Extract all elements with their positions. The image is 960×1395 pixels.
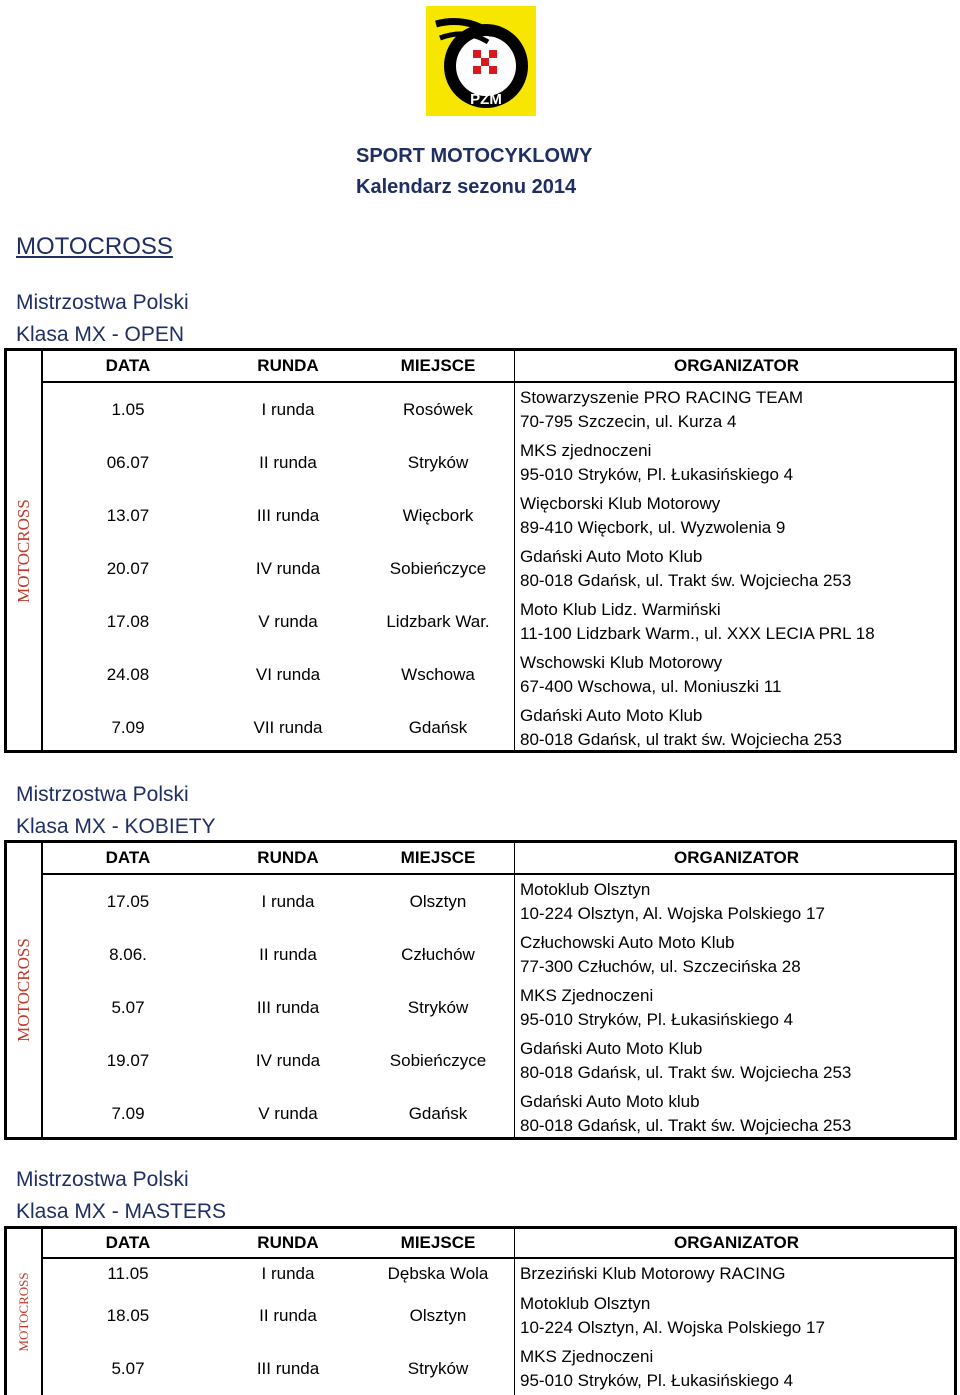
- page-title: SPORT MOTOCYKLOWY: [356, 145, 593, 167]
- table-row: 20.07 IV runda Sobieńczyce Gdański Auto Moto Klub 80-018 Gdańsk, ul. Trakt św. Wojciecha 253: [106, 547, 852, 590]
- table-header: DATA RUNDA MIEJSCE ORGANIZATOR: [43, 351, 954, 383]
- table-row: 19.07 IV runda Sobieńczyce Gdański Auto Moto Klub 80-018 Gdańsk, ul. Trakt św. Wojciecha 253: [106, 1039, 852, 1082]
- table-header: DATA RUNDA MIEJSCE ORGANIZATOR: [43, 1229, 954, 1259]
- table-row: 8.06. II runda Człuchów Człuchowski Auto Moto Klub 77-300 Człuchów, ul. Szczecińska 28: [109, 933, 801, 976]
- section-title: Mistrzostwa Polski Klasa MX - OPEN: [16, 291, 189, 346]
- side-label: MOTOCROSS: [7, 1229, 43, 1395]
- schedule-table-open: [4, 348, 957, 753]
- table-row: 06.07 II runda Stryków MKS zjednoczeni 95-010 Stryków, Pl. Łukasińskiego 4: [106, 441, 794, 484]
- logo-text: PZM: [470, 91, 502, 108]
- section-heading-motocross: MOTOCROSS: [16, 233, 173, 260]
- table-row: 17.05 I runda Olsztyn Motoklub Olsztyn 10-224 Olsztyn, Al. Wojska Polskiego 17: [106, 880, 825, 923]
- table-row: 5.07 III runda Stryków MKS Zjednoczeni 95-010 Stryków, Pl. Łukasińskiego 4: [111, 1347, 794, 1390]
- table-row: 1.05 I runda Rosówek Stowarzyszenie PRO RACING TEAM 70-795 Szczecin, ul. Kurza 4: [111, 388, 804, 431]
- side-label: MOTOCROSS: [7, 351, 43, 750]
- table-row: 7.09 V runda Gdańsk Gdański Auto Moto klub 80-018 Gdańsk, ul. Trakt św. Wojciecha 253: [111, 1092, 852, 1135]
- section-title: Mistrzostwa Polski Klasa MX - KOBIETY: [16, 783, 216, 838]
- table-row: 7.09 VII runda Gdańsk Gdański Auto Moto Klub 80-018 Gdańsk, ul trakt św. Wojciecha 253: [111, 706, 842, 749]
- table-row: 13.07 III runda Więcbork Więcborski Klub Motorowy 89-410 Więcbork, ul. Wyzwolenia 9: [106, 494, 786, 537]
- page-subtitle: Kalendarz sezonu 2014: [356, 176, 577, 198]
- table-row: 18.05 II runda Olsztyn Motoklub Olsztyn 10-224 Olsztyn, Al. Wojska Polskiego 17: [106, 1294, 825, 1337]
- section-title: Mistrzostwa Polski Klasa MX - MASTERS: [16, 1168, 227, 1223]
- table-header: DATA RUNDA MIEJSCE ORGANIZATOR: [43, 843, 954, 875]
- schedule-table-kobiety: [4, 840, 957, 1140]
- pzm-logo: [426, 6, 536, 116]
- table-row: 5.07 III runda Stryków MKS Zjednoczeni 95-010 Stryków, Pl. Łukasińskiego 4: [111, 986, 794, 1029]
- table-row: 11.05 I runda Dębska Wola Brzeziński Klub Motorowy RACING: [107, 1264, 786, 1283]
- schedule-table-masters: [4, 1226, 957, 1395]
- table-row: 24.08 VI runda Wschowa Wschowski Klub Motorowy 67-400 Wschowa, ul. Moniuszki 11: [106, 653, 782, 696]
- table-row: 17.08 V runda Lidzbark War. Moto Klub Lidz. Warmiński 11-100 Lidzbark Warm., ul. XXX LECIA PRL 18: [106, 600, 875, 643]
- side-label: MOTOCROSS: [7, 843, 43, 1137]
